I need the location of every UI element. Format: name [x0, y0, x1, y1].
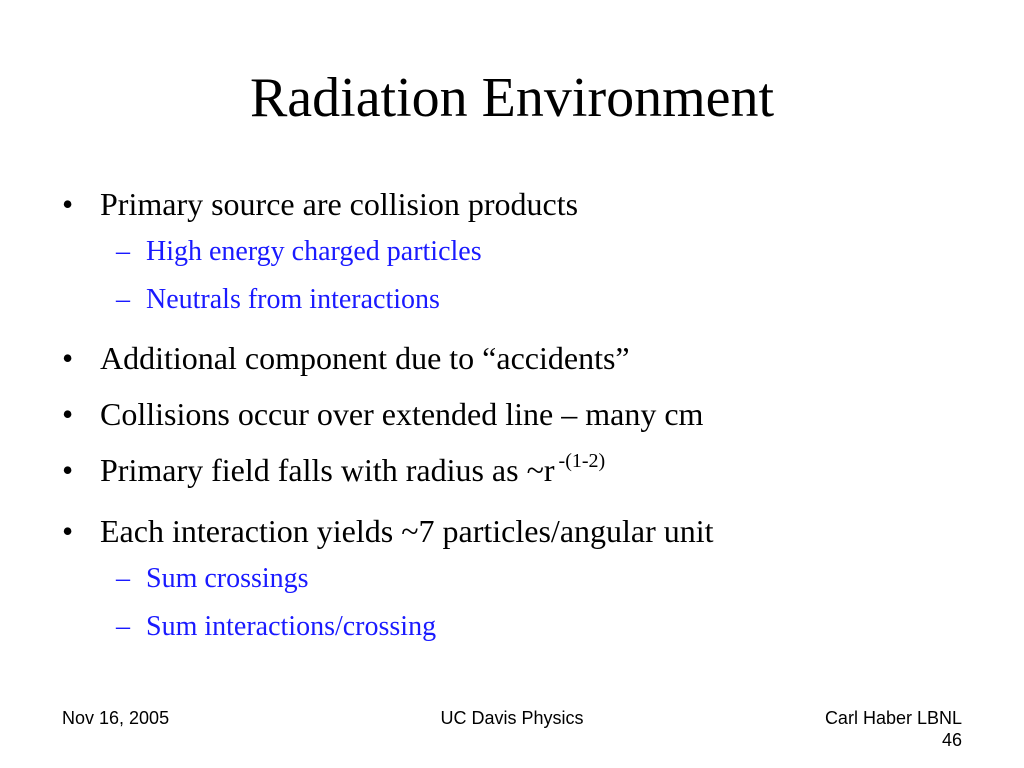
sub-bullet-item — [60, 611, 990, 643]
bullet-item — [60, 396, 990, 432]
bullet-marker: • — [62, 452, 74, 488]
bullet-marker: • — [62, 186, 74, 222]
exponent-superscript: -(1-2) — [558, 450, 606, 472]
bullet-text: Collisions occur over extended line – many cm — [100, 396, 704, 432]
sub-bullet-item — [60, 563, 990, 595]
bullet-item — [60, 513, 990, 549]
sub-bullet-text: Sum crossings — [146, 563, 309, 594]
sub-bullet-item — [60, 236, 990, 268]
slide-body — [60, 186, 990, 659]
footer-venue: UC Davis Physics — [440, 708, 584, 728]
bullet-text: Each interaction yields ~7 particles/angular unit — [100, 513, 714, 549]
dash-marker: – — [116, 611, 130, 642]
sub-bullet-text: Neutrals from interactions — [146, 284, 440, 315]
bullet-marker: • — [62, 396, 74, 432]
bullet-text: Primary source are collision products — [100, 186, 579, 222]
bullet-item — [60, 340, 990, 376]
dash-marker: – — [116, 563, 130, 594]
footer-author: Carl Haber LBNL — [824, 708, 962, 728]
sub-bullet-text: High energy charged particles — [146, 236, 482, 267]
bullet-text: Additional component due to “accidents” — [100, 340, 630, 376]
page-number: 46 — [941, 730, 962, 750]
bullet-item — [60, 452, 990, 493]
footer-date: Nov 16, 2005 — [62, 708, 170, 728]
bullet-text: Primary field falls with radius as ~r — [100, 452, 555, 488]
slide-title: Radiation Environment — [249, 67, 775, 129]
bullet-item — [60, 186, 990, 222]
sub-bullet-item — [60, 284, 990, 316]
dash-marker: – — [116, 284, 130, 315]
bullet-marker: • — [62, 513, 74, 549]
dash-marker: – — [116, 236, 130, 267]
bullet-marker: • — [62, 340, 74, 376]
footer-author-page — [825, 707, 962, 751]
sub-bullet-text: Sum interactions/crossing — [146, 611, 437, 642]
